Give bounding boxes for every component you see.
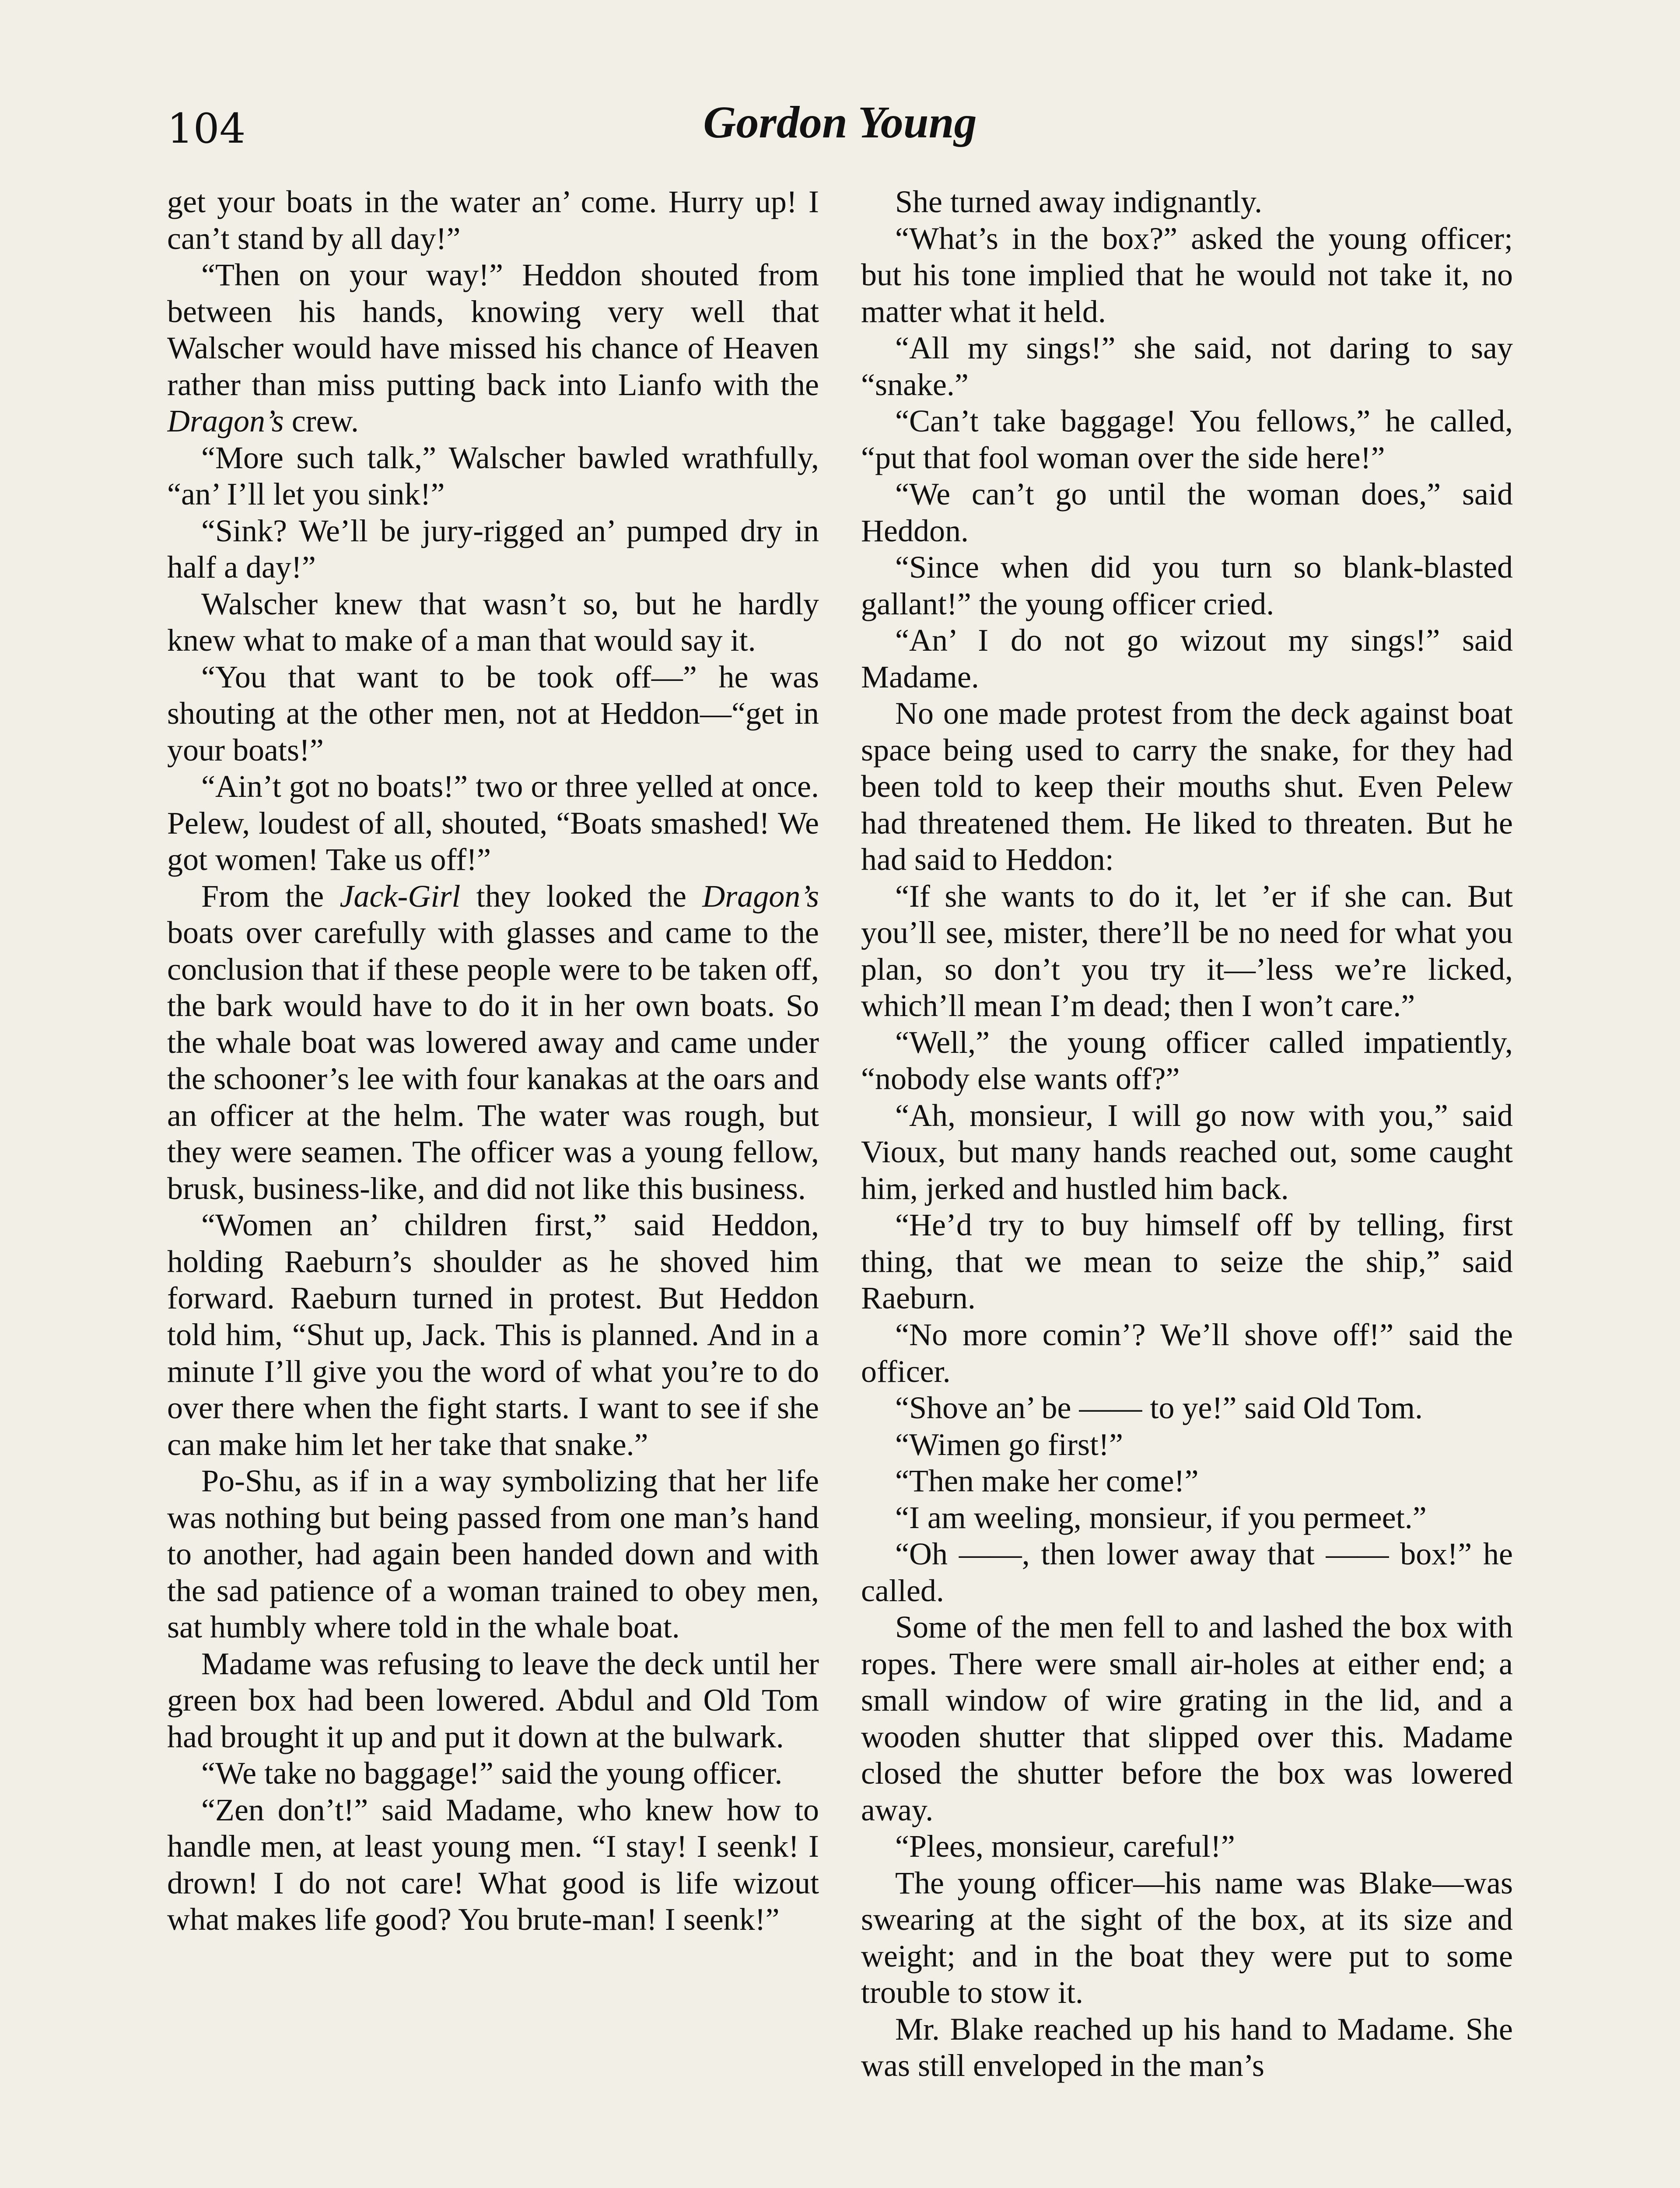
- paragraph: [861, 695, 1513, 878]
- text-run: crew.: [284, 403, 359, 439]
- paragraph: [167, 768, 819, 878]
- text-run: She turned away indignantly.: [895, 184, 1263, 219]
- text-run: “More such talk,” Walscher bawled wrathfully, “an’ I’ll let you sink!”: [167, 440, 819, 512]
- paragraph: [861, 1390, 1513, 1427]
- text-run: boats over carefully with glasses and came to the conclusion that if these people were to be taken off, the bark would have to do it in her own boats. So the whale boat was lowered away and came under the schooner’s lee with four kanakas at the oars and an officer at the helm. The water was rough, but they were seamen. The officer was a young fellow, brusk, business-like, and did not like this business.: [167, 915, 819, 1206]
- text-run: “He’d try to buy himself off by telling, first thing, that we mean to seize the ship,” said Raeburn.: [861, 1207, 1513, 1316]
- paragraph: [167, 1463, 819, 1646]
- text-run: “Ah, monsieur, I will go now with you,” said Vioux, but many hands reached out, some caught him, jerked and hustled him back.: [861, 1098, 1513, 1206]
- text-run: Po-Shu, as if in a way symbolizing that her life was nothing but being passed from one man’s hand to another, had again been handed down and with the sad patience of a woman trained to obey men, sat humbly where told in the whale boat.: [167, 1463, 819, 1645]
- text-run: get your boats in the water an’ come. Hurry up! I can’t stand by all day!”: [167, 184, 819, 256]
- paragraph: [861, 1536, 1513, 1609]
- paragraph: [861, 1828, 1513, 1865]
- left-column: [167, 184, 819, 2188]
- text-run: “Plees, monsieur, careful!”: [895, 1829, 1235, 1864]
- text-run: they looked the: [460, 878, 703, 914]
- paragraph: [861, 476, 1513, 549]
- text-run: “Then make her come!”: [895, 1463, 1199, 1499]
- text-run: “Zen don’t!” said Madame, who knew how to handle men, at least young men. “I stay! I seenk! I drown! I do not care! What good is life wizout what makes life good? You brute-man! I seenk!”: [167, 1792, 819, 1937]
- text-run: “Ain’t got no boats!” two or three yelled at once. Pelew, loudest of all, shouted, “Boats smashed! We got women! Take us off!”: [167, 769, 819, 877]
- text-run: From the: [201, 878, 340, 914]
- paragraph: [861, 1609, 1513, 1828]
- paragraph: [167, 513, 819, 586]
- paragraph: [861, 1317, 1513, 1390]
- text-run: Madame was refusing to leave the deck until her green box had been lowered. Abdul and Old Tom had brought it up and put it down at the bulwark.: [167, 1646, 819, 1754]
- paragraph: [861, 1865, 1513, 2011]
- text-run: “Wimen go first!”: [895, 1427, 1123, 1462]
- paragraph: [861, 1098, 1513, 1207]
- page-number: 104: [167, 105, 246, 153]
- text-run: Some of the men fell to and lashed the box with ropes. There were small air-holes at either end; a small window of wire grating in the lid, and a wooden shutter that slipped over this. Madame closed the shutter before the box was lowered away.: [861, 1609, 1513, 1827]
- paragraph: [167, 1755, 819, 1792]
- paragraph: [861, 2011, 1513, 2084]
- text-run: Mr. Blake reached up his hand to Madame. She was still enveloped in the man’s: [861, 2011, 1513, 2083]
- text-run: “No more comin’? We’ll shove off!” said the officer.: [861, 1317, 1513, 1389]
- text-run: “You that want to be took off—” he was shouting at the other men, not at Heddon—“get in your boats!”: [167, 659, 819, 768]
- text-run: “Then on your way!” Heddon shouted from between his hands, knowing very well that Walscher would have missed his chance of Heaven rather than miss putting back into Lianfo with the: [167, 257, 819, 402]
- text-run: “What’s in the box?” asked the young officer; but his tone implied that he would not take it, no matter what it held.: [861, 221, 1513, 329]
- paragraph: [167, 1646, 819, 1756]
- text-run: “I am weeling, monsieur, if you permeet.”: [895, 1500, 1427, 1535]
- paragraph: [861, 878, 1513, 1024]
- paragraph: [861, 549, 1513, 622]
- paragraph: [861, 1500, 1513, 1536]
- text-run: No one made protest from the deck against boat space being used to carry the snake, for they had been told to keep their mouths shut. Even Pelew had threatened them. He liked to threaten. But he had said to Heddon:: [861, 696, 1513, 877]
- page-header: [167, 96, 1513, 162]
- text-run: “We can’t go until the woman does,” said Heddon.: [861, 477, 1513, 548]
- italic-text: Jack-Girl: [340, 878, 461, 914]
- text-run: “Sink? We’ll be jury-rigged an’ pumped dry in half a day!”: [167, 513, 819, 585]
- text-run: “An’ I do not go wizout my sings!” said Madame.: [861, 623, 1513, 694]
- text-run: “We take no baggage!” said the young officer.: [201, 1756, 783, 1791]
- text-run: The young officer—his name was Blake—was swearing at the sight of the box, at its size and weight; and in the boat they were put to some trouble to stow it.: [861, 1865, 1513, 2010]
- paragraph: [861, 221, 1513, 330]
- paragraph: [167, 440, 819, 513]
- paragraph: [167, 659, 819, 769]
- right-column: [861, 184, 1513, 2188]
- text-run: “Can’t take baggage! You fellows,” he called, “put that fool woman over the side here!”: [861, 403, 1513, 475]
- text-run: “If she wants to do it, let ’er if she can. But you’ll see, mister, there’ll be no need for what you plan, so don’t you try it—’less we’re licked, which’ll mean I’m dead; then I won’t care.”: [861, 878, 1513, 1024]
- text-run: “Since when did you turn so blank-blasted gallant!” the young officer cried.: [861, 550, 1513, 621]
- italic-text: Dragon’s: [702, 878, 819, 914]
- paragraph: [861, 1463, 1513, 1500]
- paragraph: [167, 257, 819, 440]
- text-run: “All my sings!” she said, not daring to say “snake.”: [861, 330, 1513, 402]
- paragraph: [861, 622, 1513, 695]
- paragraph: [167, 878, 819, 1207]
- paragraph: [861, 1207, 1513, 1317]
- paragraph: [167, 586, 819, 659]
- text-run: “Oh ——, then lower away that —— box!” he called.: [861, 1536, 1513, 1608]
- italic-text: Dragon’s: [167, 403, 284, 439]
- paragraph: [167, 184, 819, 257]
- paragraph: [861, 1427, 1513, 1463]
- text-columns: [167, 184, 1513, 2188]
- paragraph: [167, 1792, 819, 1938]
- paragraph: [861, 184, 1513, 221]
- text-run: “Well,” the young officer called impatiently, “nobody else wants off?”: [861, 1024, 1513, 1097]
- running-title: Gordon Young: [703, 97, 977, 147]
- paragraph: [861, 403, 1513, 476]
- paragraph: [861, 330, 1513, 403]
- paragraph: [861, 1024, 1513, 1098]
- paragraph: [167, 1207, 819, 1463]
- text-run: “Women an’ children first,” said Heddon, holding Raeburn’s shoulder as he shoved him forward. Raeburn turned in protest. But Heddon told him, “Shut up, Jack. This is planned. And in a minute I’ll give you the word of what you’re to do over there when the fight starts. I want to see if she can make him let her take that snake.”: [167, 1207, 819, 1462]
- text-run: “Shove an’ be —— to ye!” said Old Tom.: [895, 1390, 1423, 1426]
- text-run: Walscher knew that wasn’t so, but he hardly knew what to make of a man that would say it.: [167, 586, 819, 658]
